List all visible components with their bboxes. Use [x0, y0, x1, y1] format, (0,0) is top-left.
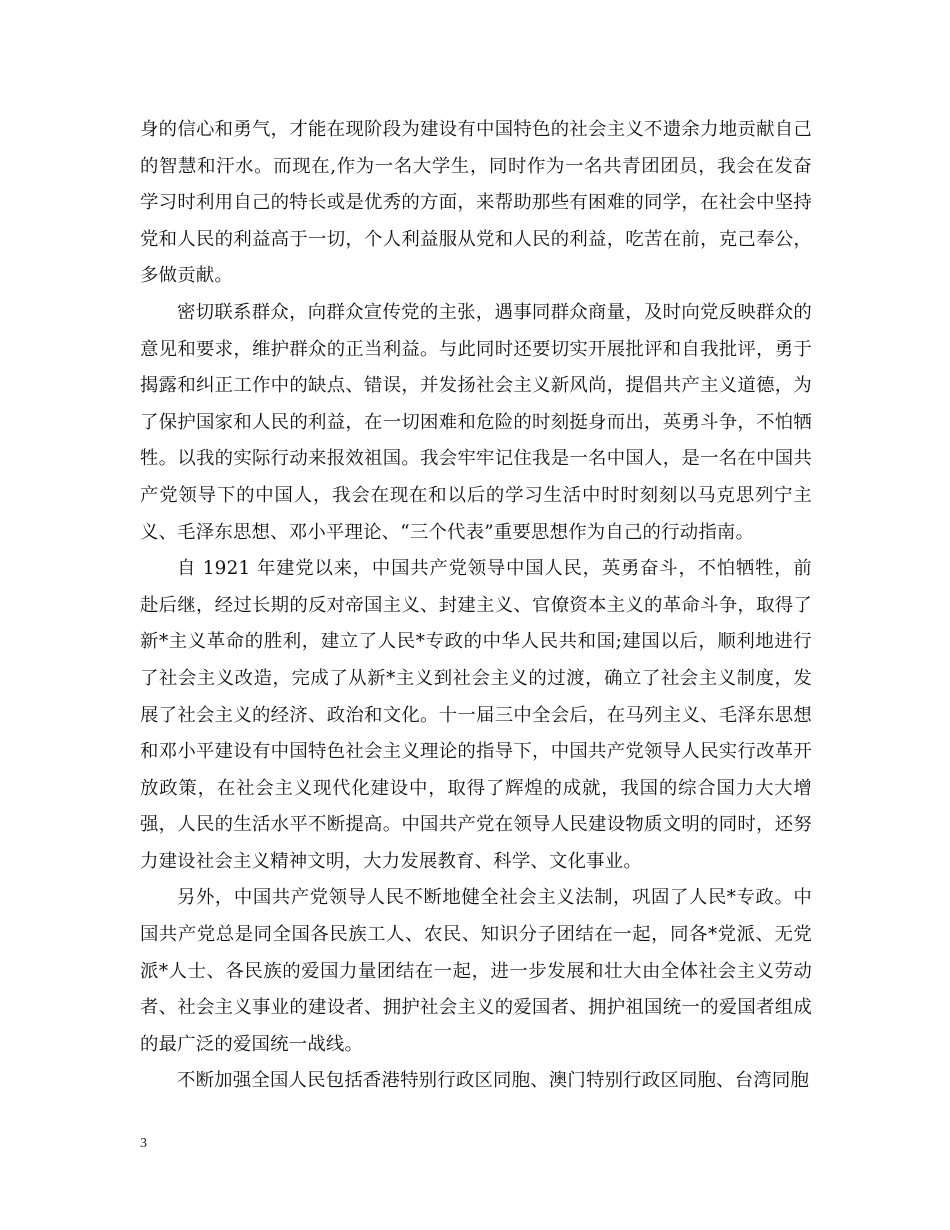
paragraph-1: 身的信心和勇气，才能在现阶段为建设有中国特色的社会主义不遗余力地贡献自己的智慧和汗水。而现在,作为一名大学生，同时作为一名共青团团员，我会在发奋学习时利用自己的特长或是优秀的方面，来帮助那些有困难的同学，在社会中坚持党和人民的利益高于一切，个人利益服从党和人民的利益，吃苦在前，克己奉公，多做贡献。 — [140, 119, 812, 287]
paragraph-2: 密切联系群众，向群众宣传党的主张，遇事同群众商量，及时向党反映群众的意见和要求，维护群众的正当利益。与此同时还要切实开展批评和自我批评，勇于揭露和纠正工作中的缺点、错误，并发扬社会主义新风尚，提倡共产主义道德，为了保护国家和人民的利益，在一切困难和危险的时刻挺身而出，英勇斗争，不怕牺牲。以我的实际行动来报效祖国。我会牢牢记住我是一名中国人，是一名在中国共产党领导下的中国人，我会在现在和以后的学习生活中时时刻刻以马克思列宁主义、毛泽东思想、邓小平理论、“三个代表”重要思想作为自己的行动指南。 — [140, 301, 812, 543]
paragraph-4: 另外，中国共产党领导人民不断地健全社会主义法制，巩固了人民*专政。中国共产党总是同全国各民族工人、农民、知识分子团结在一起，同各*党派、无党派*人士、各民族的爱国力量团结在一起，进一步发展和壮大由全体社会主义劳动者、社会主义事业的建设者、拥护社会主义的爱国者、拥护祖国统一的爱国者组成的最广泛的爱国统一战线。 — [140, 887, 812, 1055]
paragraph-3: 自 1921 年建党以来，中国共产党领导中国人民，英勇奋斗，不怕牺牲，前赴后继，经过长期的反对帝国主义、封建主义、官僚资本主义的革命斗争，取得了新*主义革命的胜利，建立了人民*专政的中华人民共和国;建国以后，顺利地进行了社会主义改造，完成了从新*主义到社会主义的过渡，确立了社会主义制度，发展了社会主义的经济、政治和文化。十一届三中全会后，在马列主义、毛泽东思想和邓小平建设有中国特色社会主义理论的指导下，中国共产党领导人民实行改革开放政策，在社会主义现代化建设中，取得了辉煌的成就，我国的综合国力大大增强，人民的生活水平不断提高。中国共产党在领导人民建设物质文明的同时，还努力建设社会主义精神文明，大力发展教育、科学、文化事业。 — [140, 558, 812, 872]
paragraph-5: 不断加强全国人民包括香港特别行政区同胞、澳门特别行政区同胞、台湾同胞 — [177, 1070, 810, 1092]
document-body — [140, 112, 812, 1100]
page-number: 3 — [140, 1136, 147, 1151]
